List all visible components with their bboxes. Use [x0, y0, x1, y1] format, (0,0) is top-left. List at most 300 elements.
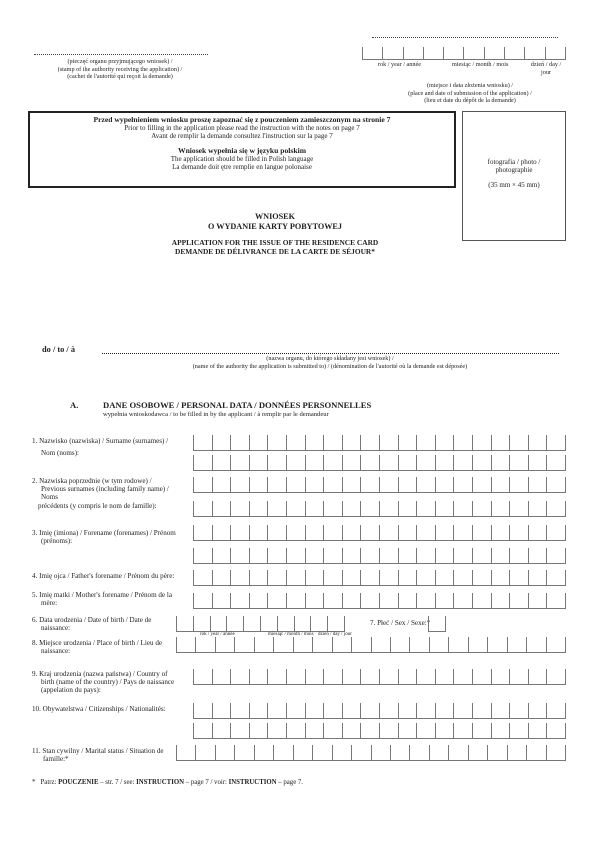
character-cell[interactable]: [428, 616, 446, 631]
character-cell[interactable]: [267, 477, 286, 492]
character-cell[interactable]: [267, 570, 286, 585]
character-cell[interactable]: [286, 723, 305, 738]
character-cell[interactable]: [379, 501, 398, 516]
character-cell[interactable]: [260, 616, 277, 631]
character-cell[interactable]: [286, 548, 305, 563]
character-cell[interactable]: [472, 723, 491, 738]
character-cell[interactable]: [509, 477, 528, 492]
character-cell[interactable]: [230, 703, 249, 718]
character-cell[interactable]: [267, 703, 286, 718]
mother-forename-input[interactable]: [193, 593, 566, 609]
character-cell[interactable]: [234, 637, 253, 652]
character-cell[interactable]: [305, 703, 324, 718]
character-cell[interactable]: [463, 47, 483, 59]
character-cell[interactable]: [528, 570, 547, 585]
character-cell[interactable]: [176, 616, 193, 631]
character-cell[interactable]: [390, 745, 409, 760]
character-cell[interactable]: [398, 593, 417, 608]
character-cell[interactable]: [293, 745, 312, 760]
character-cell[interactable]: [193, 525, 212, 540]
character-cell[interactable]: [398, 477, 417, 492]
character-cell[interactable]: [332, 637, 351, 652]
character-cell[interactable]: [472, 501, 491, 516]
character-cell[interactable]: [453, 570, 472, 585]
character-cell[interactable]: [323, 723, 342, 738]
character-cell[interactable]: [215, 637, 234, 652]
character-cell[interactable]: [509, 570, 528, 585]
character-cell[interactable]: [249, 548, 268, 563]
character-cell[interactable]: [212, 723, 231, 738]
character-cell[interactable]: [305, 501, 324, 516]
character-cell[interactable]: [435, 723, 454, 738]
character-cell[interactable]: [215, 745, 234, 760]
character-cell[interactable]: [230, 593, 249, 608]
character-cell[interactable]: [416, 570, 435, 585]
character-cell[interactable]: [360, 669, 379, 684]
character-cell[interactable]: [230, 455, 249, 470]
character-cell[interactable]: [528, 435, 547, 450]
date-of-birth-input[interactable]: [176, 616, 345, 632]
character-cell[interactable]: [193, 669, 212, 684]
character-cell[interactable]: [472, 455, 491, 470]
character-cell[interactable]: [310, 616, 327, 631]
character-cell[interactable]: [360, 435, 379, 450]
character-cell[interactable]: [429, 637, 448, 652]
character-cell[interactable]: [491, 703, 510, 718]
character-cell[interactable]: [286, 435, 305, 450]
character-cell[interactable]: [472, 593, 491, 608]
character-cell[interactable]: [491, 455, 510, 470]
character-cell[interactable]: [267, 525, 286, 540]
character-cell[interactable]: [323, 477, 342, 492]
character-cell[interactable]: [509, 593, 528, 608]
character-cell[interactable]: [193, 477, 212, 492]
character-cell[interactable]: [398, 723, 417, 738]
character-cell[interactable]: [267, 501, 286, 516]
father-forename-input[interactable]: [193, 570, 566, 586]
character-cell[interactable]: [327, 616, 345, 631]
character-cell[interactable]: [546, 548, 566, 563]
character-cell[interactable]: [193, 548, 212, 563]
place-of-birth-input[interactable]: [176, 637, 566, 653]
character-cell[interactable]: [212, 455, 231, 470]
character-cell[interactable]: [491, 593, 510, 608]
character-cell[interactable]: [226, 616, 243, 631]
character-cell[interactable]: [546, 570, 566, 585]
character-cell[interactable]: [398, 501, 417, 516]
character-cell[interactable]: [528, 703, 547, 718]
character-cell[interactable]: [509, 669, 528, 684]
character-cell[interactable]: [342, 669, 361, 684]
character-cell[interactable]: [193, 570, 212, 585]
character-cell[interactable]: [323, 525, 342, 540]
character-cell[interactable]: [379, 669, 398, 684]
character-cell[interactable]: [305, 570, 324, 585]
character-cell[interactable]: [546, 525, 566, 540]
character-cell[interactable]: [491, 570, 510, 585]
character-cell[interactable]: [453, 477, 472, 492]
character-cell[interactable]: [526, 745, 545, 760]
character-cell[interactable]: [379, 435, 398, 450]
sex-input[interactable]: [428, 616, 446, 632]
character-cell[interactable]: [249, 669, 268, 684]
character-cell[interactable]: [212, 570, 231, 585]
character-cell[interactable]: [416, 703, 435, 718]
character-cell[interactable]: [491, 477, 510, 492]
character-cell[interactable]: [286, 501, 305, 516]
character-cell[interactable]: [453, 669, 472, 684]
character-cell[interactable]: [491, 435, 510, 450]
character-cell[interactable]: [524, 47, 544, 59]
character-cell[interactable]: [382, 47, 402, 59]
character-cell[interactable]: [249, 723, 268, 738]
character-cell[interactable]: [342, 570, 361, 585]
character-cell[interactable]: [491, 669, 510, 684]
character-cell[interactable]: [360, 593, 379, 608]
character-cell[interactable]: [435, 593, 454, 608]
character-cell[interactable]: [360, 723, 379, 738]
character-cell[interactable]: [416, 435, 435, 450]
character-cell[interactable]: [398, 703, 417, 718]
character-cell[interactable]: [293, 637, 312, 652]
character-cell[interactable]: [448, 745, 467, 760]
character-cell[interactable]: [528, 525, 547, 540]
character-cell[interactable]: [379, 570, 398, 585]
character-cell[interactable]: [398, 669, 417, 684]
character-cell[interactable]: [360, 455, 379, 470]
character-cell[interactable]: [403, 47, 423, 59]
character-cell[interactable]: [323, 593, 342, 608]
character-cell[interactable]: [423, 47, 443, 59]
character-cell[interactable]: [398, 435, 417, 450]
character-cell[interactable]: [193, 501, 212, 516]
character-cell[interactable]: [448, 637, 467, 652]
character-cell[interactable]: [528, 593, 547, 608]
character-cell[interactable]: [472, 703, 491, 718]
character-cell[interactable]: [195, 745, 214, 760]
character-cell[interactable]: [249, 570, 268, 585]
character-cell[interactable]: [243, 616, 260, 631]
character-cell[interactable]: [254, 637, 273, 652]
character-cell[interactable]: [267, 593, 286, 608]
character-cell[interactable]: [545, 47, 566, 59]
character-cell[interactable]: [234, 745, 253, 760]
character-cell[interactable]: [453, 501, 472, 516]
character-cell[interactable]: [249, 593, 268, 608]
character-cell[interactable]: [193, 455, 212, 470]
character-cell[interactable]: [305, 455, 324, 470]
character-cell[interactable]: [472, 570, 491, 585]
character-cell[interactable]: [509, 548, 528, 563]
character-cell[interactable]: [509, 703, 528, 718]
character-cell[interactable]: [379, 703, 398, 718]
character-cell[interactable]: [453, 525, 472, 540]
character-cell[interactable]: [379, 548, 398, 563]
character-cell[interactable]: [528, 669, 547, 684]
character-cell[interactable]: [416, 548, 435, 563]
character-cell[interactable]: [472, 477, 491, 492]
character-cell[interactable]: [342, 455, 361, 470]
character-cell[interactable]: [212, 477, 231, 492]
character-cell[interactable]: [230, 525, 249, 540]
character-cell[interactable]: [443, 47, 463, 59]
character-cell[interactable]: [528, 723, 547, 738]
character-cell[interactable]: [416, 723, 435, 738]
character-cell[interactable]: [273, 637, 292, 652]
character-cell[interactable]: [351, 745, 370, 760]
character-cell[interactable]: [435, 501, 454, 516]
character-cell[interactable]: [360, 548, 379, 563]
character-cell[interactable]: [435, 477, 454, 492]
character-cell[interactable]: [416, 525, 435, 540]
character-cell[interactable]: [509, 723, 528, 738]
character-cell[interactable]: [249, 703, 268, 718]
character-cell[interactable]: [351, 637, 370, 652]
character-cell[interactable]: [267, 723, 286, 738]
character-cell[interactable]: [526, 637, 545, 652]
character-cell[interactable]: [453, 435, 472, 450]
character-cell[interactable]: [212, 703, 231, 718]
character-cell[interactable]: [507, 637, 526, 652]
character-cell[interactable]: [193, 703, 212, 718]
character-cell[interactable]: [435, 548, 454, 563]
submission-date-comb[interactable]: [362, 47, 566, 60]
character-cell[interactable]: [416, 501, 435, 516]
character-cell[interactable]: [305, 723, 324, 738]
character-cell[interactable]: [528, 501, 547, 516]
character-cell[interactable]: [429, 745, 448, 760]
character-cell[interactable]: [193, 723, 212, 738]
character-cell[interactable]: [453, 723, 472, 738]
character-cell[interactable]: [305, 477, 324, 492]
character-cell[interactable]: [342, 548, 361, 563]
character-cell[interactable]: [230, 570, 249, 585]
character-cell[interactable]: [323, 455, 342, 470]
character-cell[interactable]: [254, 745, 273, 760]
character-cell[interactable]: [249, 455, 268, 470]
character-cell[interactable]: [212, 501, 231, 516]
character-cell[interactable]: [416, 669, 435, 684]
character-cell[interactable]: [342, 525, 361, 540]
character-cell[interactable]: [468, 745, 487, 760]
character-cell[interactable]: [193, 435, 212, 450]
forename-input-row-2[interactable]: [193, 548, 566, 564]
character-cell[interactable]: [398, 455, 417, 470]
character-cell[interactable]: [509, 435, 528, 450]
character-cell[interactable]: [360, 570, 379, 585]
character-cell[interactable]: [453, 593, 472, 608]
character-cell[interactable]: [472, 669, 491, 684]
character-cell[interactable]: [416, 593, 435, 608]
character-cell[interactable]: [193, 593, 212, 608]
character-cell[interactable]: [277, 616, 294, 631]
surname-input-row-2[interactable]: [193, 455, 566, 471]
surname-input-row-1[interactable]: [193, 435, 566, 451]
character-cell[interactable]: [212, 435, 231, 450]
character-cell[interactable]: [267, 548, 286, 563]
character-cell[interactable]: [249, 501, 268, 516]
character-cell[interactable]: [267, 669, 286, 684]
character-cell[interactable]: [398, 570, 417, 585]
character-cell[interactable]: [212, 548, 231, 563]
character-cell[interactable]: [305, 435, 324, 450]
character-cell[interactable]: [312, 745, 331, 760]
character-cell[interactable]: [230, 435, 249, 450]
character-cell[interactable]: [528, 477, 547, 492]
character-cell[interactable]: [230, 548, 249, 563]
character-cell[interactable]: [362, 47, 382, 59]
character-cell[interactable]: [286, 455, 305, 470]
character-cell[interactable]: [453, 455, 472, 470]
character-cell[interactable]: [409, 637, 428, 652]
character-cell[interactable]: [379, 593, 398, 608]
country-of-birth-input[interactable]: [193, 669, 566, 685]
character-cell[interactable]: [528, 455, 547, 470]
character-cell[interactable]: [546, 637, 566, 652]
character-cell[interactable]: [176, 745, 195, 760]
character-cell[interactable]: [332, 745, 351, 760]
character-cell[interactable]: [342, 501, 361, 516]
character-cell[interactable]: [286, 525, 305, 540]
character-cell[interactable]: [509, 525, 528, 540]
character-cell[interactable]: [398, 525, 417, 540]
character-cell[interactable]: [342, 477, 361, 492]
character-cell[interactable]: [509, 455, 528, 470]
character-cell[interactable]: [323, 548, 342, 563]
character-cell[interactable]: [273, 745, 292, 760]
character-cell[interactable]: [509, 501, 528, 516]
character-cell[interactable]: [267, 455, 286, 470]
character-cell[interactable]: [435, 455, 454, 470]
character-cell[interactable]: [453, 548, 472, 563]
character-cell[interactable]: [546, 435, 566, 450]
character-cell[interactable]: [453, 703, 472, 718]
character-cell[interactable]: [472, 435, 491, 450]
previous-surnames-input-row-1[interactable]: [193, 477, 566, 493]
character-cell[interactable]: [286, 593, 305, 608]
character-cell[interactable]: [528, 548, 547, 563]
character-cell[interactable]: [371, 745, 390, 760]
character-cell[interactable]: [305, 669, 324, 684]
character-cell[interactable]: [487, 745, 506, 760]
character-cell[interactable]: [491, 525, 510, 540]
character-cell[interactable]: [546, 669, 566, 684]
character-cell[interactable]: [360, 525, 379, 540]
character-cell[interactable]: [342, 703, 361, 718]
character-cell[interactable]: [435, 703, 454, 718]
character-cell[interactable]: [286, 477, 305, 492]
character-cell[interactable]: [546, 745, 566, 760]
character-cell[interactable]: [468, 637, 487, 652]
character-cell[interactable]: [435, 525, 454, 540]
character-cell[interactable]: [472, 548, 491, 563]
character-cell[interactable]: [360, 501, 379, 516]
character-cell[interactable]: [230, 723, 249, 738]
character-cell[interactable]: [212, 669, 231, 684]
character-cell[interactable]: [305, 525, 324, 540]
character-cell[interactable]: [323, 570, 342, 585]
character-cell[interactable]: [435, 570, 454, 585]
character-cell[interactable]: [342, 723, 361, 738]
character-cell[interactable]: [312, 637, 331, 652]
character-cell[interactable]: [546, 593, 566, 608]
character-cell[interactable]: [249, 477, 268, 492]
character-cell[interactable]: [379, 477, 398, 492]
character-cell[interactable]: [472, 525, 491, 540]
character-cell[interactable]: [286, 669, 305, 684]
character-cell[interactable]: [416, 477, 435, 492]
character-cell[interactable]: [230, 477, 249, 492]
character-cell[interactable]: [409, 745, 428, 760]
character-cell[interactable]: [435, 435, 454, 450]
character-cell[interactable]: [484, 47, 504, 59]
character-cell[interactable]: [435, 669, 454, 684]
character-cell[interactable]: [360, 703, 379, 718]
character-cell[interactable]: [210, 616, 227, 631]
character-cell[interactable]: [249, 525, 268, 540]
character-cell[interactable]: [379, 455, 398, 470]
character-cell[interactable]: [379, 723, 398, 738]
character-cell[interactable]: [546, 455, 566, 470]
marital-status-input[interactable]: [176, 745, 566, 761]
character-cell[interactable]: [416, 455, 435, 470]
citizenship-input-row-1[interactable]: [193, 703, 566, 719]
character-cell[interactable]: [323, 703, 342, 718]
character-cell[interactable]: [267, 435, 286, 450]
character-cell[interactable]: [323, 501, 342, 516]
character-cell[interactable]: [390, 637, 409, 652]
character-cell[interactable]: [379, 525, 398, 540]
character-cell[interactable]: [507, 745, 526, 760]
character-cell[interactable]: [176, 637, 195, 652]
character-cell[interactable]: [230, 501, 249, 516]
character-cell[interactable]: [230, 669, 249, 684]
character-cell[interactable]: [305, 548, 324, 563]
character-cell[interactable]: [195, 637, 214, 652]
character-cell[interactable]: [504, 47, 524, 59]
character-cell[interactable]: [546, 477, 566, 492]
character-cell[interactable]: [286, 570, 305, 585]
previous-surnames-input-row-2[interactable]: [193, 501, 566, 517]
character-cell[interactable]: [546, 501, 566, 516]
citizenship-input-row-2[interactable]: [193, 723, 566, 739]
character-cell[interactable]: [286, 703, 305, 718]
character-cell[interactable]: [342, 593, 361, 608]
character-cell[interactable]: [546, 723, 566, 738]
character-cell[interactable]: [491, 723, 510, 738]
character-cell[interactable]: [249, 435, 268, 450]
forename-input-row-1[interactable]: [193, 525, 566, 541]
character-cell[interactable]: [491, 548, 510, 563]
character-cell[interactable]: [360, 477, 379, 492]
character-cell[interactable]: [487, 637, 506, 652]
addressee-line[interactable]: [102, 353, 559, 354]
character-cell[interactable]: [212, 525, 231, 540]
character-cell[interactable]: [491, 501, 510, 516]
character-cell[interactable]: [342, 435, 361, 450]
character-cell[interactable]: [294, 616, 311, 631]
character-cell[interactable]: [546, 703, 566, 718]
submission-place-line[interactable]: [372, 37, 558, 38]
label-forename-1: 3. Imię (imiona) / Forename (forenames) / Prénom: [32, 529, 176, 537]
character-cell[interactable]: [371, 637, 390, 652]
character-cell[interactable]: [323, 669, 342, 684]
character-cell[interactable]: [305, 593, 324, 608]
character-cell[interactable]: [193, 616, 210, 631]
character-cell[interactable]: [323, 435, 342, 450]
character-cell[interactable]: [398, 548, 417, 563]
character-cell[interactable]: [212, 593, 231, 608]
